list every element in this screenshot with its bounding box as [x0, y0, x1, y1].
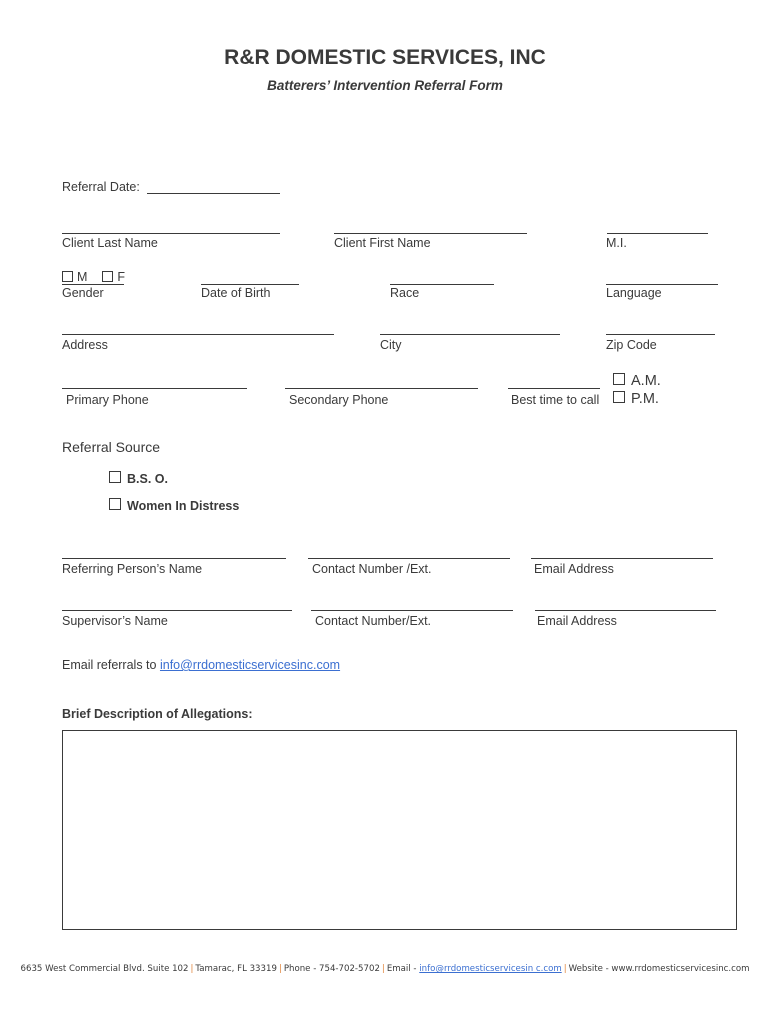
- city-field[interactable]: [380, 334, 560, 335]
- supervisor-name-label: Supervisor’s Name: [62, 614, 168, 628]
- referral-date-label: Referral Date:: [62, 180, 140, 194]
- client-mi-label: M.I.: [606, 236, 627, 250]
- referring-name-label: Referring Person’s Name: [62, 562, 203, 576]
- gender-f-checkbox[interactable]: [102, 271, 113, 282]
- pm-checkbox[interactable]: [613, 391, 625, 403]
- client-first-name-field[interactable]: [334, 233, 527, 234]
- zip-label: Zip Code: [606, 338, 657, 352]
- primary-phone-label: Primary Phone: [66, 393, 149, 407]
- form-title: Batterers’ Intervention Referral Form: [267, 78, 503, 93]
- bso-label: B.S. O.: [127, 472, 168, 486]
- client-last-name-field[interactable]: [62, 233, 280, 234]
- footer-address: 6635 West Commercial Blvd. Suite 102: [20, 964, 189, 974]
- pm-label: P.M.: [631, 391, 659, 407]
- supervisor-name-field[interactable]: [62, 610, 292, 611]
- email-referrals-note: [62, 658, 340, 672]
- address-label: Address: [62, 338, 108, 352]
- supervisor-contact-label: Contact Number/Ext.: [315, 614, 432, 628]
- referral-source-heading: Referral Source: [62, 439, 161, 455]
- women-in-distress-label: Women In Distress: [127, 499, 240, 513]
- gender-f-label: F: [117, 270, 126, 284]
- primary-phone-field[interactable]: [62, 388, 247, 389]
- gender-label: Gender: [62, 286, 104, 300]
- language-field[interactable]: [606, 284, 718, 285]
- email-referrals-prefix: Email referrals to: [62, 658, 157, 672]
- dob-label: Date of Birth: [201, 286, 271, 300]
- gender-m-checkbox[interactable]: [62, 271, 73, 282]
- am-label: A.M.: [631, 373, 661, 389]
- referring-contact-label: Contact Number /Ext.: [312, 562, 432, 576]
- footer-email-link[interactable]: info@rrdomesticservicesin c.com: [419, 964, 562, 974]
- am-option: [613, 373, 661, 389]
- referral-source-option-wid: [109, 498, 239, 513]
- company-name: R&R DOMESTIC SERVICES, INC: [224, 46, 546, 69]
- footer: 6635 West Commercial Blvd. Suite 102 | Tamarac, FL 33319 | Phone - 754-702-5702 | Email - info@rrdomesticservicesin c.com | Website - www.rrdomesticservicesinc.com: [20, 964, 750, 974]
- allegations-textarea[interactable]: [62, 730, 737, 930]
- race-label: Race: [390, 286, 420, 300]
- secondary-phone-field[interactable]: [285, 388, 478, 389]
- referring-email-field[interactable]: [531, 558, 713, 559]
- email-referrals-link[interactable]: info@rrdomesticservicesinc.com: [159, 658, 341, 672]
- supervisor-contact-field[interactable]: [311, 610, 513, 611]
- client-first-name-label: Client First Name: [334, 236, 431, 250]
- zip-field[interactable]: [606, 334, 715, 335]
- gender-options: [62, 270, 125, 284]
- supervisor-email-label: Email Address: [537, 614, 617, 628]
- referral-source-option-bso: [109, 471, 168, 486]
- secondary-phone-label: Secondary Phone: [289, 393, 389, 407]
- dob-field[interactable]: [201, 284, 299, 285]
- footer-email-prefix: Email -: [386, 964, 417, 974]
- best-time-field[interactable]: [508, 388, 600, 389]
- race-field[interactable]: [390, 284, 494, 285]
- city-label: City: [380, 338, 402, 352]
- language-label: Language: [606, 286, 662, 300]
- footer-city: Tamarac, FL 33319: [195, 964, 277, 974]
- referring-contact-field[interactable]: [308, 558, 510, 559]
- women-in-distress-checkbox[interactable]: [109, 498, 121, 510]
- footer-phone: Phone - 754-702-5702: [283, 964, 380, 974]
- referring-name-field[interactable]: [62, 558, 286, 559]
- gender-m-label: M: [77, 270, 88, 284]
- footer-website: Website - www.rrdomesticservicesinc.com: [568, 964, 750, 974]
- gender-underline: [62, 284, 124, 285]
- address-field[interactable]: [62, 334, 334, 335]
- supervisor-email-field[interactable]: [535, 610, 716, 611]
- best-time-label: Best time to call: [511, 393, 600, 407]
- referral-date-field[interactable]: [147, 193, 280, 194]
- client-last-name-label: Client Last Name: [62, 236, 158, 250]
- pm-option: [613, 391, 659, 407]
- bso-checkbox[interactable]: [109, 471, 121, 483]
- allegations-label: Brief Description of Allegations:: [62, 707, 253, 721]
- am-checkbox[interactable]: [613, 373, 625, 385]
- client-mi-field[interactable]: [607, 233, 708, 234]
- referring-email-label: Email Address: [534, 562, 614, 576]
